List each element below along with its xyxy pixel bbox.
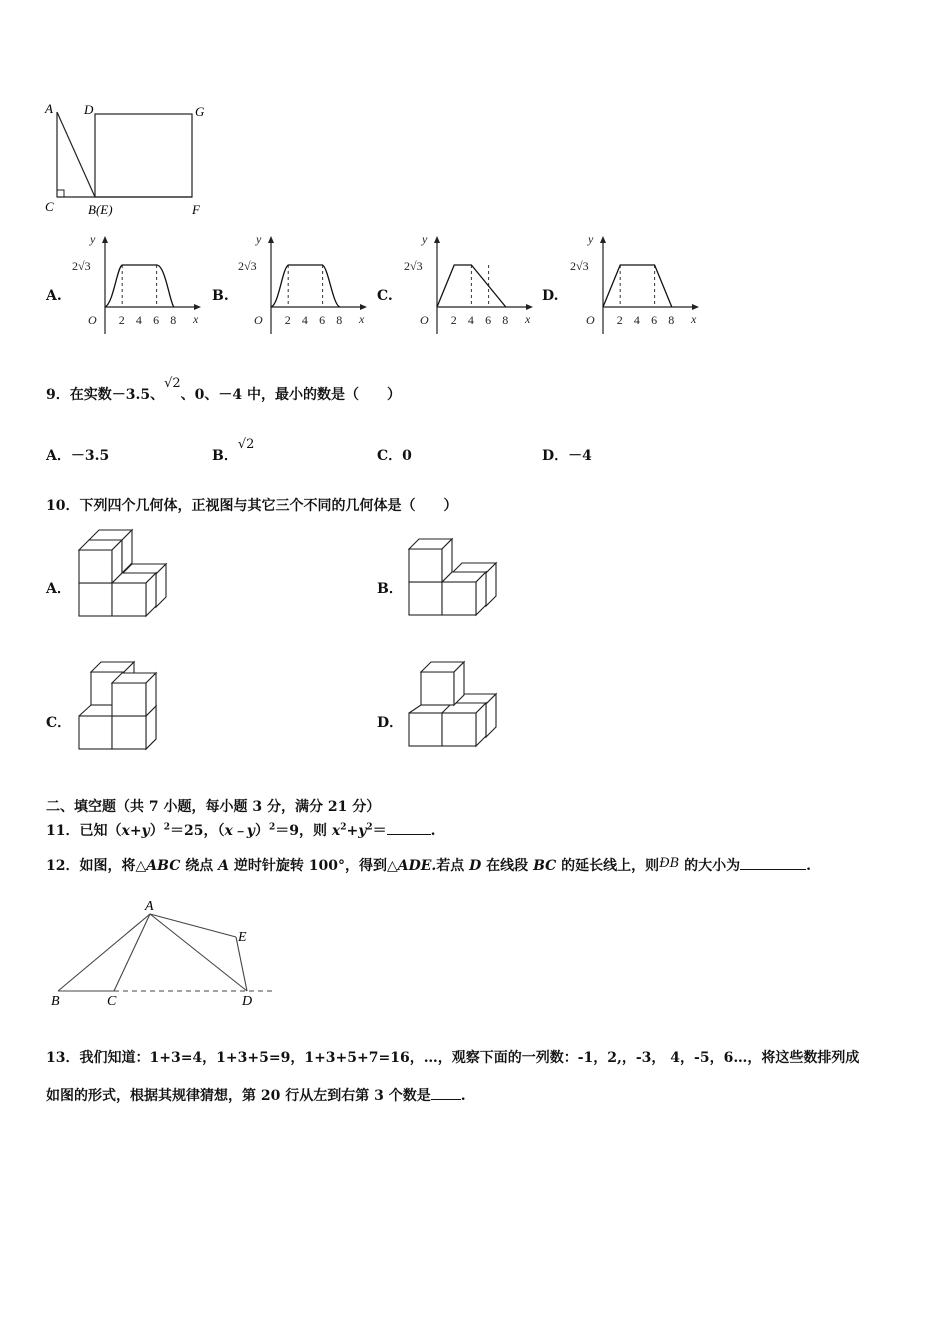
q12: 12．如图，将△ABC 绕点 A 逆时针旋转 100°，得到△ADE.若点 D 在线段 BC 的延长线上，则ÐB 的大小为 . xyxy=(46,856,811,874)
q8-graph-c xyxy=(402,230,537,338)
q8-option-b-label: B. xyxy=(212,288,229,304)
y-axis-arrow xyxy=(102,236,108,243)
q9-stem-pre: 9．在实数－3.5、 xyxy=(46,387,165,403)
q10-option-b-label: B． xyxy=(377,581,403,597)
q13-answer-blank[interactable] xyxy=(431,1087,461,1100)
x-tick-label: 8 xyxy=(502,313,509,327)
q11: 11．已知$(x+y)^2=25$，（x﹣y）$^2$＝9，则 $x^2+y^2=$ . xyxy=(46,822,436,839)
q12-label-a: A xyxy=(145,899,154,914)
right-angle-mark xyxy=(57,190,64,197)
origin-label: O xyxy=(420,313,429,327)
segment-ab xyxy=(57,112,95,197)
y-value-label: 2√3 xyxy=(72,259,91,273)
x-tick-label: 6 xyxy=(651,313,658,327)
y-axis-label: y xyxy=(422,232,428,246)
x-tick-label: 8 xyxy=(170,313,177,327)
q8-graph-d xyxy=(568,230,703,338)
x-tick-label: 4 xyxy=(467,313,474,327)
q12-label-d: D xyxy=(242,994,253,1009)
q12-label-e: E xyxy=(238,930,247,945)
y-axis-arrow xyxy=(434,236,440,243)
label-a: A xyxy=(45,101,53,116)
y-axis-arrow xyxy=(268,236,274,243)
q9-option-d: D．－4 xyxy=(542,448,592,464)
q10-solid-b xyxy=(406,530,506,620)
q9-option-b: B．√2 xyxy=(212,437,255,464)
y-value-label: 2√3 xyxy=(238,259,257,273)
q9-stem-post: 、0、－4 中，最小的数是（ ） xyxy=(180,387,402,403)
origin-label: O xyxy=(254,313,263,327)
x-axis-end-label: x xyxy=(359,312,365,326)
q9-sqrt2: √2 xyxy=(164,376,181,391)
x-axis-arrow xyxy=(194,304,201,310)
function-curve xyxy=(271,265,340,307)
x-tick-label: 6 xyxy=(485,313,492,327)
label-be: B(E) xyxy=(88,202,113,217)
y-axis-label: y xyxy=(588,232,594,246)
q8-graph-a xyxy=(70,230,205,338)
q9-option-c: C．0 xyxy=(377,448,412,464)
section-2-heading: 二、填空题（共 7 小题，每小题 3 分，满分 21 分） xyxy=(46,799,381,815)
q8-figure xyxy=(40,98,220,220)
x-tick-label: 2 xyxy=(616,313,623,327)
q12-label-c: C xyxy=(107,994,117,1009)
label-g: G xyxy=(195,104,205,119)
y-axis-arrow xyxy=(600,236,606,243)
x-tick-label: 2 xyxy=(118,313,125,327)
y-value-label: 2√3 xyxy=(570,259,589,273)
q12-figure xyxy=(44,895,284,1010)
q8-option-a-label: A. xyxy=(46,288,62,304)
q8-graph-b xyxy=(236,230,371,338)
y-value-label: 2√3 xyxy=(404,259,423,273)
q11-answer-blank[interactable] xyxy=(387,822,431,835)
q10-solid-a xyxy=(76,525,176,620)
x-tick-label: 4 xyxy=(135,313,142,327)
origin-label: O xyxy=(586,313,595,327)
q13-line-1: 13．我们知道：1+3=4，1+3+5=9，1+3+5+7=16，…，观察下面的一列数：-1，2,，-3， 4，-5，6…，将这些数排列成 xyxy=(46,1050,860,1066)
q8-option-c-label: C. xyxy=(377,288,393,304)
x-tick-label: 8 xyxy=(668,313,675,327)
q10-solid-c xyxy=(76,658,176,753)
label-c: C xyxy=(45,199,54,214)
q8-option-d-label: D. xyxy=(542,288,559,304)
function-curve xyxy=(105,265,174,307)
x-axis-end-label: x xyxy=(691,312,697,326)
q12-answer-blank[interactable] xyxy=(740,857,806,870)
x-tick-label: 2 xyxy=(450,313,457,327)
origin-label: O xyxy=(88,313,97,327)
x-tick-label: 8 xyxy=(336,313,343,327)
function-curve xyxy=(603,265,672,307)
x-axis-end-label: x xyxy=(525,312,531,326)
x-tick-label: 4 xyxy=(301,313,308,327)
x-tick-label: 2 xyxy=(284,313,291,327)
square-defg xyxy=(95,114,192,197)
x-tick-label: 4 xyxy=(633,313,640,327)
q10-option-d-label: D． xyxy=(377,715,404,731)
q10-option-c-label: C． xyxy=(46,715,72,731)
x-axis-end-label: x xyxy=(193,312,199,326)
q10-solid-d xyxy=(406,660,506,755)
x-axis-arrow xyxy=(692,304,699,310)
q10-option-a-label: A． xyxy=(46,581,71,597)
q10-stem: 10．下列四个几何体，正视图与其它三个不同的几何体是（ ） xyxy=(46,498,458,514)
q12-label-b: B xyxy=(51,994,60,1009)
y-axis-label: y xyxy=(90,232,96,246)
y-axis-label: y xyxy=(256,232,262,246)
x-tick-label: 6 xyxy=(319,313,326,327)
label-f: F xyxy=(192,202,200,217)
x-tick-label: 6 xyxy=(153,313,160,327)
q9-option-a: A．－3.5 xyxy=(46,448,110,464)
x-axis-arrow xyxy=(360,304,367,310)
q13-line-2: 如图的形式，根据其规律猜想，第 20 行从左到右第 3 个数是 . xyxy=(46,1088,466,1104)
q9-stem xyxy=(46,376,402,404)
label-d: D xyxy=(84,102,94,117)
x-axis-arrow xyxy=(526,304,533,310)
